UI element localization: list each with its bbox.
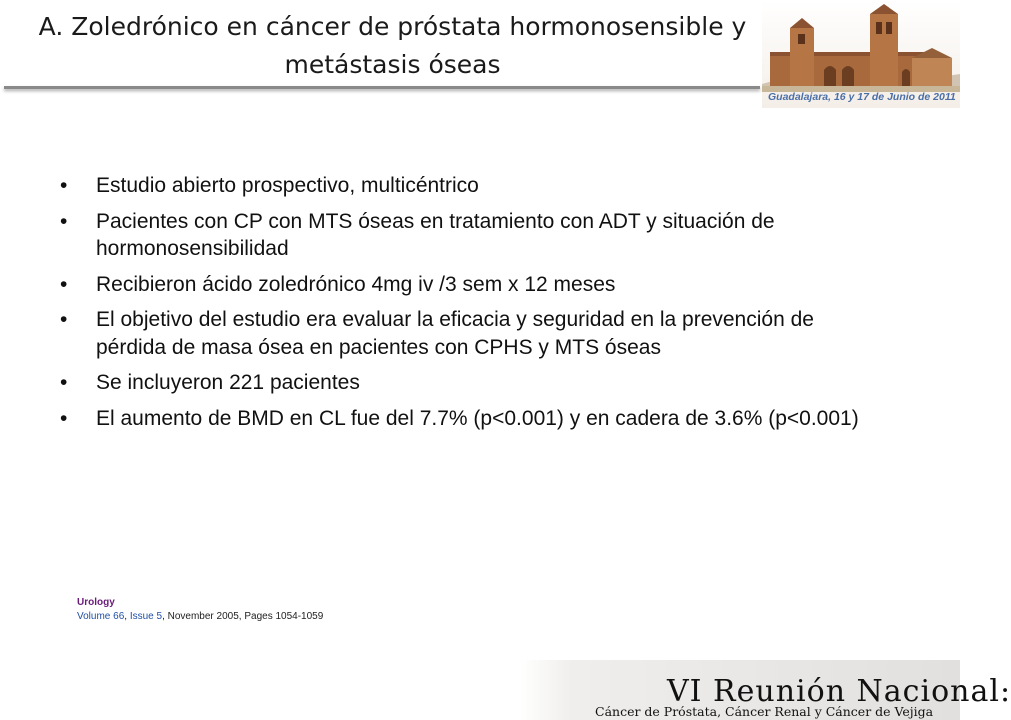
bullet-dot: • <box>60 174 68 197</box>
citation-separator: , <box>124 611 130 622</box>
slide-title-line1: A. Zoledrónico en cáncer de próstata hormonosensible y <box>38 12 747 41</box>
slide-title <box>20 8 765 84</box>
bullet-item <box>60 271 860 299</box>
citation <box>77 596 323 624</box>
bullet-item <box>60 405 860 433</box>
slide-title-line2: metástasis óseas <box>284 50 501 79</box>
bullet-text: Se incluyeron 221 pacientes <box>96 371 360 394</box>
bullet-text: Recibieron ácido zoledrónico 4mg iv /3 sem x 12 meses <box>96 272 616 296</box>
bullet-text: El aumento de BMD en CL fue del 7.7% (p<0.001) y en cadera de 3.6% (p<0.001) <box>96 406 859 430</box>
bullet-dot: • <box>60 209 68 233</box>
citation-details: , November 2005, Pages 1054-1059 <box>162 611 324 622</box>
bullet-list <box>60 172 860 440</box>
citation-journal-link[interactable]: Urology <box>77 597 115 608</box>
citation-issue-link[interactable]: Issue 5 <box>129 611 163 622</box>
bullet-dot: • <box>60 272 68 296</box>
bullet-dot: • <box>60 406 68 430</box>
bullet-item <box>60 306 860 361</box>
title-divider <box>4 86 760 89</box>
bullet-item <box>60 208 860 263</box>
footer-title: VI Reunión Nacional: <box>667 674 1011 709</box>
bullet-text: Estudio abierto prospectivo, multicéntrico <box>96 174 479 197</box>
footer-subtitle: Cáncer de Próstata, Cáncer Renal y Cáncer de Vejiga <box>595 704 934 719</box>
bullet-item <box>60 172 860 200</box>
bullet-dot: • <box>60 308 68 331</box>
event-date-caption: Guadalajara, 16 y 17 de Junio de 2011 <box>768 91 956 103</box>
bullet-text: Pacientes con CP con MTS óseas en tratamiento con ADT y situación de hormonosensibilidad <box>96 209 775 260</box>
bullet-text: El objetivo del estudio era evaluar la eficacia y seguridad en la prevención de pérdida de masa ósea en pacientes con CPHS y MTS óseas <box>96 308 814 359</box>
bullet-dot: • <box>60 371 68 394</box>
bullet-item <box>60 369 860 397</box>
citation-volume-link[interactable]: Volume 66 <box>77 611 125 622</box>
